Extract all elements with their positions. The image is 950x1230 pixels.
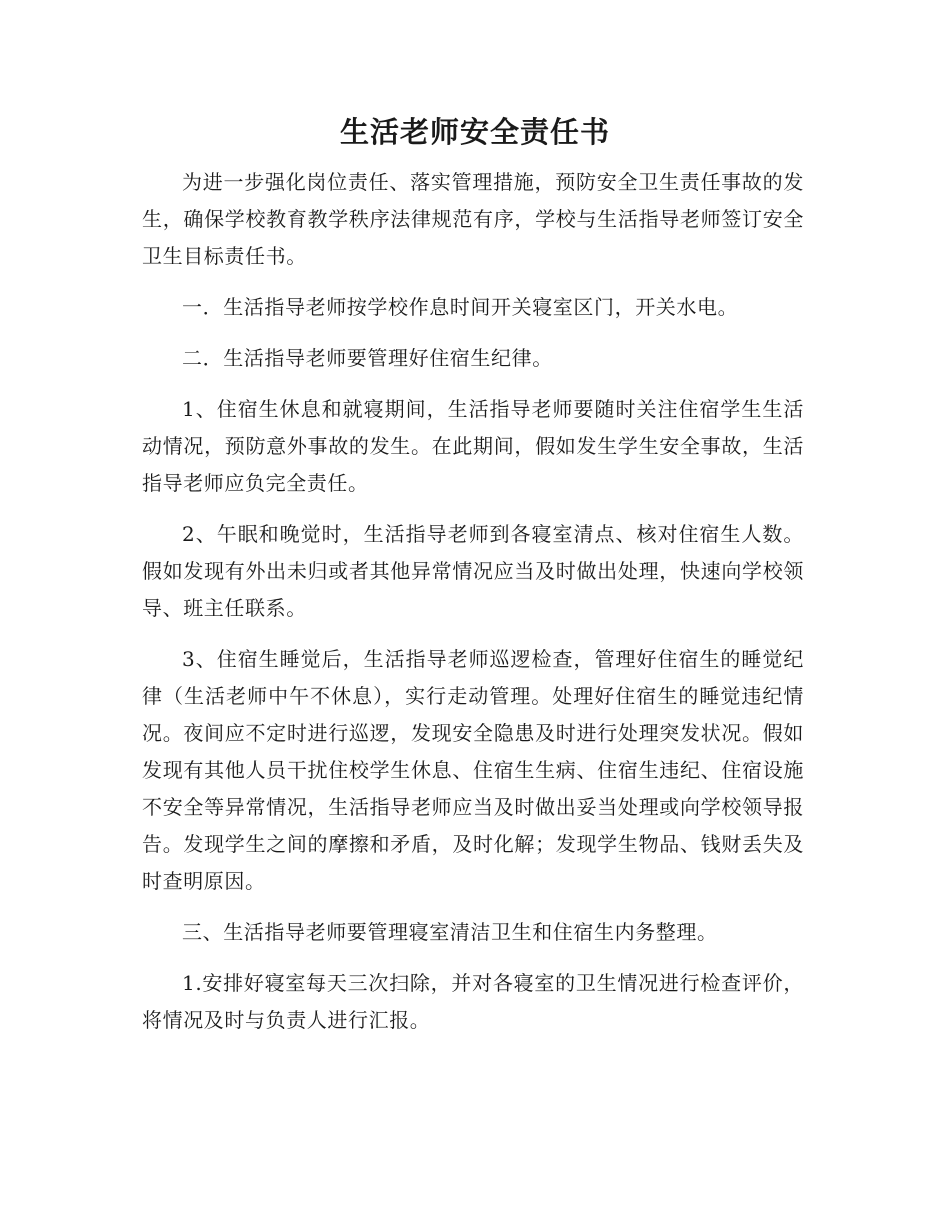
paragraph-section-1: 一．生活指导老师按学校作息时间开关寝室区门，开关水电。: [182, 295, 739, 319]
document-title: 生活老师安全责任书: [339, 115, 610, 149]
paragraph-item-2-3: 3、住宿生睡觉后，生活指导老师巡逻检查，管理好住宿生的睡觉纪律（生活老师中午不休息），实行走动管理。处理好住宿生的睡觉违纪情况。夜间应不定时进行巡逻，发现安全隐患及时进行处理突发状况。假如发现有其他人员干扰住校学生休息、住宿生生病、住宿生违纪、住宿设施不安全等异常情况，生活指导老师应当及时做出妥当处理或向学校领导报告。发现学生之间的摩擦和矛盾，及时化解；发现学生物品、钱财丢失及时查明原因。: [142, 647, 804, 893]
paragraph-intro: 为进一步强化岗位责任、落实管理措施，预防安全卫生责任事故的发生，确保学校教育教学秩序法律规范有序，学校与生活指导老师签订安全卫生目标责任书。: [142, 170, 804, 268]
paragraph-section-3: 三、生活指导老师要管理寝室清洁卫生和住宿生内务整理。: [182, 920, 718, 944]
paragraph-item-2-1: 1、住宿生休息和就寝期间，生活指导老师要随时关注住宿学生生活动情况，预防意外事故的发生。在此期间，假如发生学生安全事故，生活指导老师应负完全责任。: [142, 397, 804, 495]
paragraph-section-2: 二．生活指导老师要管理好住宿生纪律。: [182, 346, 553, 370]
document-body: [142, 164, 804, 1053]
paragraph-item-3-1: 1.安排好寝室每天三次扫除，并对各寝室的卫生情况进行检查评价，将情况及时与负责人进行汇报。: [142, 971, 804, 1032]
paragraph-item-2-2: 2、午眠和晚觉时，生活指导老师到各寝室清点、核对住宿生人数。假如发现有外出未归或者其他异常情况应当及时做出处理，快速向学校领导、班主任联系。: [142, 522, 804, 620]
